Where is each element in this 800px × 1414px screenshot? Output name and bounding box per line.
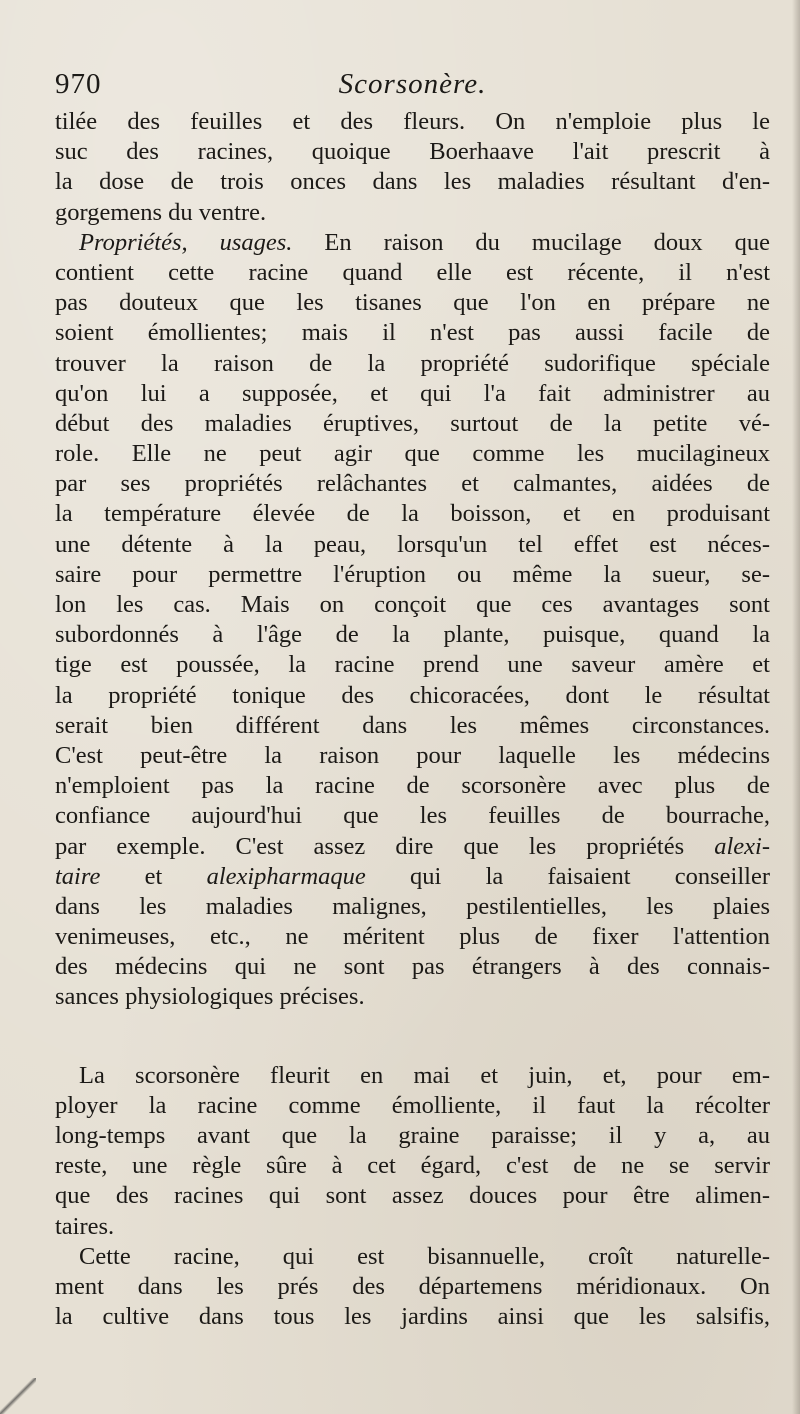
section-heading: Propriétés, usages.	[79, 228, 293, 256]
text-line: la température élevée de la boisson, et en produisant	[55, 500, 770, 528]
text-line: saire pour permettre l'éruption ou même la sueur, se-	[55, 560, 770, 588]
text-line: tilée des feuilles et des fleurs. On n'emploie plus le	[55, 108, 770, 135]
text-line: reste, une règle sûre à cet égard, c'est de ne se servir	[55, 1152, 770, 1180]
text-line: des médecins qui ne sont pas étrangers à des connais-	[55, 953, 770, 981]
body-text	[55, 107, 770, 1332]
text-line: ment dans les prés des départemens méridionaux. On	[55, 1272, 770, 1300]
text-line: dans les maladies malignes, pestilentielles, les plaies	[55, 892, 770, 920]
text-line: soient émollientes; mais il n'est pas aussi facile de	[55, 319, 770, 347]
text-line: la propriété tonique des chicoracées, dont le résultat	[55, 681, 770, 709]
text-line: qu'on lui a supposée, et qui l'a fait administrer au	[55, 379, 770, 407]
text-line: gorgemens du ventre.	[55, 198, 267, 226]
running-title: Scorsonère.	[338, 68, 487, 100]
text-line: n'emploient pas la racine de scorsonère avec plus de	[55, 772, 770, 800]
text-line: la dose de trois onces dans les maladies résultant d'en-	[55, 168, 770, 196]
text-line: pas douteux que les tisanes que l'on en prépare ne	[55, 289, 770, 317]
text-line: par ses propriétés relâchantes et calmantes, aidées de	[55, 470, 770, 498]
text-line: role. Elle ne peut agir que comme les mucilagineux	[55, 440, 770, 468]
text-line: La scorsonère fleurit en mai et juin, et, pour em-	[79, 1061, 770, 1089]
text-span: qui la faisaient conseiller	[410, 862, 770, 890]
text-line: C'est peut-être la raison pour laquelle les médecins	[55, 741, 770, 769]
text-line: début des maladies éruptives, surtout de la petite vé-	[55, 409, 770, 437]
text-line	[55, 228, 770, 258]
text-line: tige est poussée, la racine prend une saveur amère et	[55, 651, 770, 679]
text-line: long-temps avant que la graine paraisse; il y a, au	[55, 1122, 770, 1149]
text-line: lon les cas. Mais on conçoit que ces avantages sont	[55, 591, 770, 618]
text-span: et	[144, 862, 163, 890]
text-line	[55, 832, 770, 862]
page-number: 970	[55, 68, 102, 100]
italic-term: alexi-	[714, 832, 770, 860]
text-line: suc des racines, quoique Boerhaave l'ait prescrit à	[55, 138, 770, 166]
text-line: trouver la raison de la propriété sudorifique spéciale	[55, 349, 770, 377]
text-line: contient cette racine quand elle est récente, il n'est	[55, 258, 770, 286]
text-line: ployer la racine comme émolliente, il faut la récolter	[55, 1091, 770, 1119]
text-line: une détente à la peau, lorsqu'un tel effet est néces-	[55, 530, 770, 558]
text-line: sances physiologiques précises.	[55, 983, 365, 1011]
text-line: venimeuses, etc., ne méritent plus de fixer l'attention	[55, 923, 770, 951]
text-line: subordonnés à l'âge de la plante, puisque, quand la	[55, 621, 770, 649]
page-edge-shadow	[792, 0, 800, 1414]
text-line: la cultive dans tous les jardins ainsi que les salsifis,	[55, 1303, 770, 1331]
page-header	[55, 68, 770, 108]
text-line: confiance aujourd'hui que les feuilles de bourrache,	[55, 802, 770, 830]
text-line: serait bien différent dans les mêmes circonstances.	[55, 711, 770, 739]
text-line: Cette racine, qui est bisannuelle, croît naturelle-	[79, 1242, 770, 1270]
text-line: que des racines qui sont assez douces pour être alimen-	[55, 1182, 770, 1210]
text-line: taires.	[55, 1212, 115, 1240]
italic-term: alexipharmaque	[206, 862, 366, 890]
scan-edge-mark	[0, 1378, 36, 1414]
text-span: par exemple. C'est assez dire que les propriétés	[55, 832, 685, 860]
paragraph-gap	[55, 1013, 770, 1061]
text-line	[55, 862, 770, 892]
text-span: En raison du mucilage doux que	[324, 228, 770, 256]
italic-term: taire	[55, 862, 101, 890]
